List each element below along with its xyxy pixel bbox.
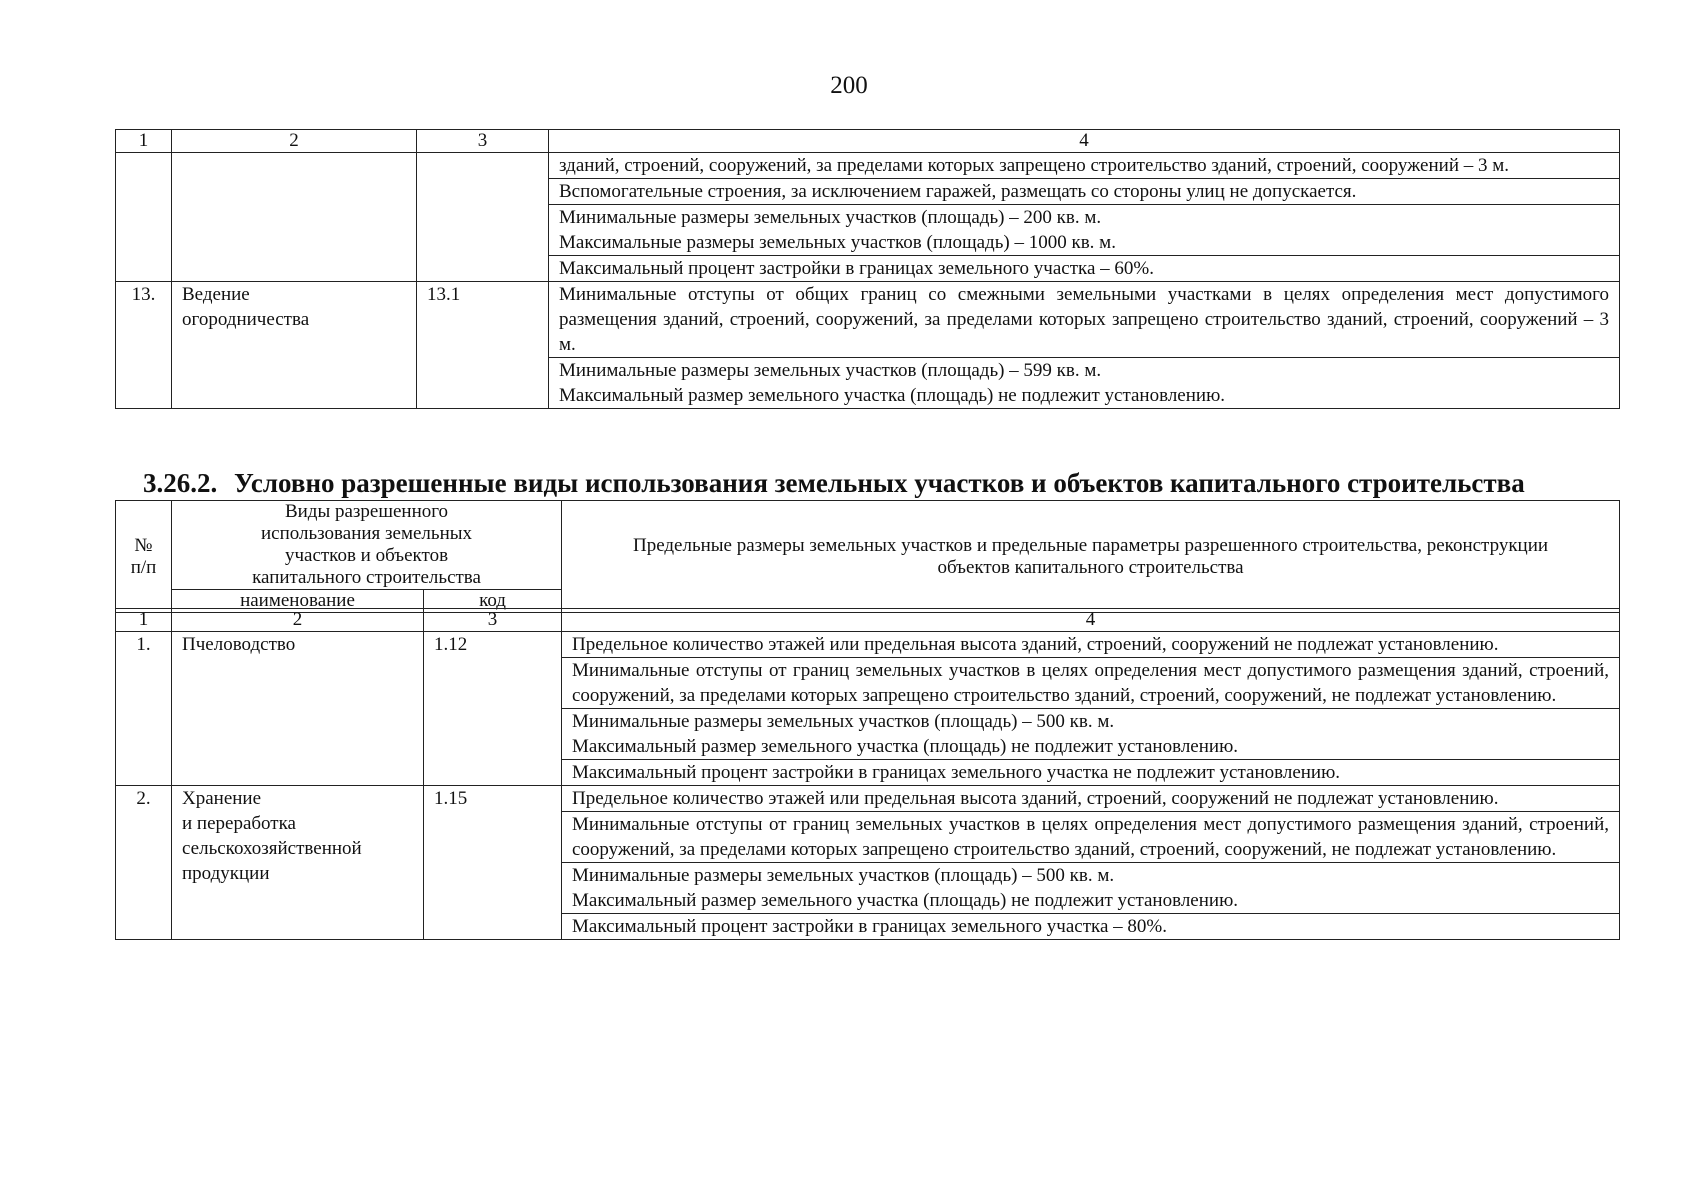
column-number-1: 1 xyxy=(116,609,172,632)
use-code-cell: 13.1 xyxy=(417,282,549,409)
section-title: Условно разрешенные виды использования земельных участков и объектов капитального строительства xyxy=(234,468,1525,498)
use-code-cell: 1.15 xyxy=(424,786,562,940)
column-number-3: 3 xyxy=(417,130,549,153)
parameter-cell: Минимальные размеры земельных участков (площадь) – 500 кв. м. Максимальный размер земельного участка (площадь) не подлежит установлению. xyxy=(562,709,1620,760)
section-number: 3.26.2. xyxy=(143,468,218,498)
parameter-cell: зданий, строений, сооружений, за пределами которых запрещено строительство зданий, строений, сооружений – 3 м. xyxy=(549,153,1620,179)
row-number-cell: 1. xyxy=(116,632,172,786)
use-name-cell xyxy=(172,282,417,409)
use-name-cell: Пчеловодство xyxy=(172,632,424,786)
parameter-cell: Минимальные отступы от границ земельных участков в целях определения мест допустимого размещения зданий, строений, сооружений, за пределами которых запрещено строительство зданий, строений, сооружений, не подлежат установлению. xyxy=(562,658,1620,709)
use-name-text: Ведение огородничества xyxy=(182,284,310,330)
column-number-1: 1 xyxy=(116,130,172,153)
column-number-row xyxy=(116,609,1620,632)
section-heading xyxy=(143,468,1623,499)
table-row xyxy=(116,632,1620,658)
page-number: 200 xyxy=(830,72,868,99)
conditional-use-table xyxy=(115,608,1620,940)
column-number-3: 3 xyxy=(424,609,562,632)
parameter-cell: Предельное количество этажей или предельная высота зданий, строений, сооружений не подлежат установлению. xyxy=(562,632,1620,658)
use-types-header: Виды разрешенного использования земельных участков и объектов капитального строительства xyxy=(172,501,562,590)
column-number-2: 2 xyxy=(172,609,424,632)
table-row xyxy=(116,282,1620,358)
column-number-4: 4 xyxy=(562,609,1620,632)
number-header: № п/п xyxy=(116,501,172,613)
use-code-cell xyxy=(417,153,549,282)
code-header: код xyxy=(424,590,562,613)
parameter-cell: Минимальные размеры земельных участков (площадь) – 599 кв. м. Максимальный размер земельного участка (площадь) не подлежит установлению. xyxy=(549,358,1620,409)
parameter-cell: Максимальный процент застройки в границах земельного участка не подлежит установлению. xyxy=(562,760,1620,786)
column-number-row xyxy=(116,130,1620,153)
parameter-cell: Минимальные отступы от общих границ со смежными земельными участками в целях определения мест допустимого размещения зданий, строений, сооружений, за пределами которых запрещено строительство зданий, строений, сооружений – 3 м. xyxy=(549,282,1620,358)
parameter-cell: Минимальные отступы от границ земельных участков в целях определения мест допустимого размещения зданий, строений, сооружений, за пределами которых запрещено строительство зданий, строений, сооружений, не подлежат установлению. xyxy=(562,812,1620,863)
conditional-use-table-header xyxy=(115,500,1620,613)
row-number-cell: 13. xyxy=(116,282,172,409)
parameter-cell: Минимальные размеры земельных участков (площадь) – 200 кв. м. Максимальные размеры земельных участков (площадь) – 1000 кв. м. xyxy=(549,205,1620,256)
column-number-2: 2 xyxy=(172,130,417,153)
column-number-4: 4 xyxy=(549,130,1620,153)
parameter-cell: Максимальный процент застройки в границах земельного участка – 80%. xyxy=(562,914,1620,940)
parameter-cell: Максимальный процент застройки в границах земельного участка – 60%. xyxy=(549,256,1620,282)
use-code-cell: 1.12 xyxy=(424,632,562,786)
land-use-table-continued xyxy=(115,129,1620,409)
table-row xyxy=(116,786,1620,812)
parameter-cell: Минимальные размеры земельных участков (площадь) – 500 кв. м. Максимальный размер земельного участка (площадь) не подлежит установлению. xyxy=(562,863,1620,914)
table-row xyxy=(116,153,1620,179)
name-header: наименование xyxy=(172,590,424,613)
row-number-cell xyxy=(116,153,172,282)
use-name-cell: Хранение и переработка сельскохозяйственной продукции xyxy=(172,786,424,940)
limits-header: Предельные размеры земельных участков и предельные параметры разрешенного строительства, реконструкции объектов капитального строительства xyxy=(562,501,1620,613)
use-name-cell xyxy=(172,153,417,282)
parameter-cell: Предельное количество этажей или предельная высота зданий, строений, сооружений не подлежат установлению. xyxy=(562,786,1620,812)
parameter-cell: Вспомогательные строения, за исключением гаражей, размещать со стороны улиц не допускается. xyxy=(549,179,1620,205)
row-number-cell: 2. xyxy=(116,786,172,940)
